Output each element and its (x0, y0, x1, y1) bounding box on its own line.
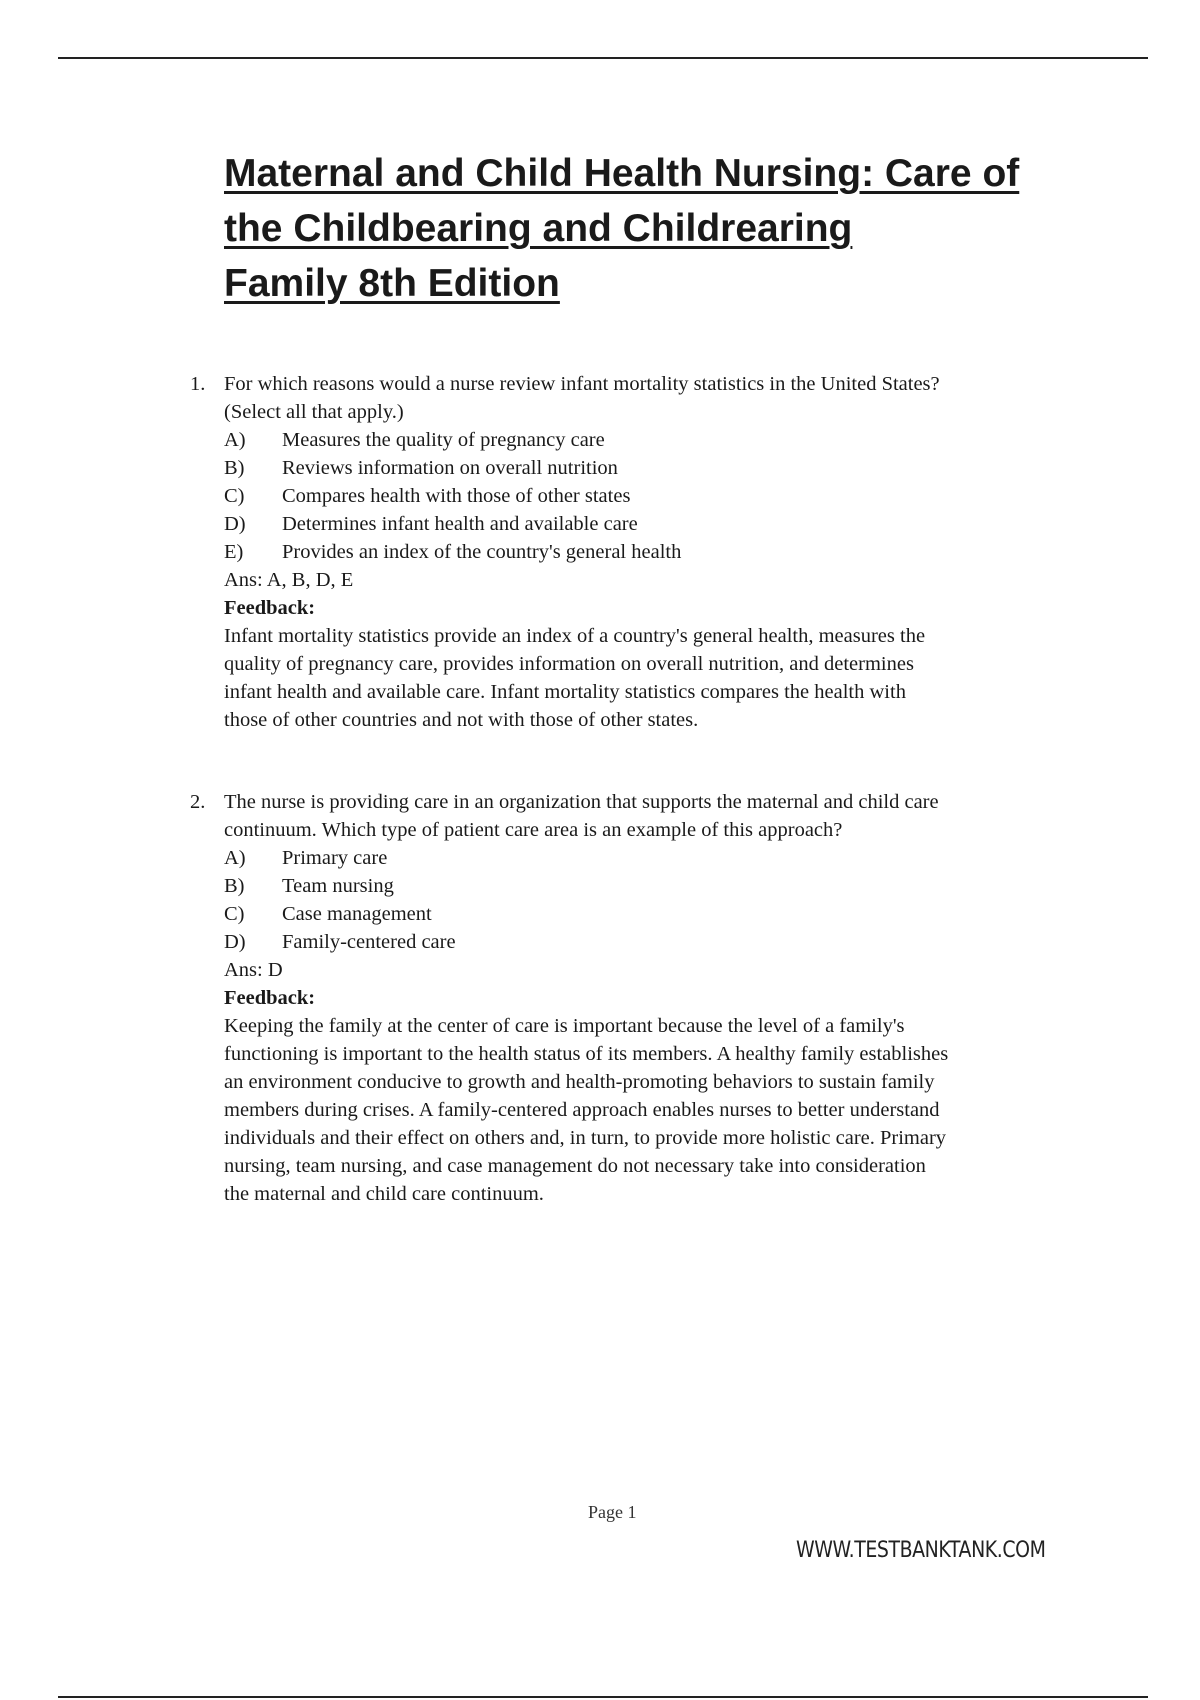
feedback-text: an environment conducive to growth and health-promoting behaviors to sustain family (224, 1071, 935, 1093)
option-letter: A) (224, 847, 246, 869)
answer-option (224, 872, 1090, 900)
page-number: Page 1 (588, 1502, 637, 1522)
option-text: Team nursing (282, 875, 394, 897)
answer-option (224, 844, 1090, 872)
feedback-text: the maternal and child care continuum. (224, 1183, 544, 1205)
title-line: Family 8th Edition (224, 262, 560, 305)
question-number: 2. (190, 791, 206, 813)
question-stem: (Select all that apply.) (224, 401, 404, 423)
answer-option (224, 928, 1090, 956)
feedback-text: members during crises. A family-centered approach enables nurses to better understand (224, 1099, 940, 1121)
feedback-text: Infant mortality statistics provide an index of a country's general health, measures the (224, 625, 926, 647)
question-stem: continuum. Which type of patient care area is an example of this approach? (224, 819, 843, 841)
feedback-text: nursing, team nursing, and case management do not necessary take into consideration (224, 1155, 926, 1177)
option-text: Case management (282, 903, 432, 925)
top-rule (58, 57, 1148, 59)
option-letter: D) (224, 931, 246, 953)
option-letter: A) (224, 429, 246, 451)
title-line: Maternal and Child Health Nursing: Care of (224, 152, 1020, 195)
answer-option (224, 482, 1090, 510)
title-line: the Childbearing and Childrearing (224, 207, 853, 250)
answer-option (224, 454, 1090, 482)
feedback-text: individuals and their effect on others and, in turn, to provide more holistic care. Primary (224, 1127, 947, 1149)
answer-key: Ans: D (224, 959, 283, 981)
answer-option (224, 900, 1090, 928)
answer-option (224, 510, 1090, 538)
question-body (224, 788, 1090, 1208)
option-letter: C) (224, 903, 245, 925)
answer-key: Ans: A, B, D, E (224, 569, 354, 591)
option-text: Provides an index of the country's general health (282, 541, 682, 563)
question-1 (190, 370, 1090, 734)
question-2 (190, 788, 1090, 1208)
feedback-text: quality of pregnancy care, provides information on overall nutrition, and determines (224, 653, 914, 675)
answer-option (224, 426, 1090, 454)
question-stem: For which reasons would a nurse review infant mortality statistics in the United States? (224, 373, 940, 395)
option-text: Measures the quality of pregnancy care (282, 429, 605, 451)
question-number: 1. (190, 373, 206, 395)
option-text: Reviews information on overall nutrition (282, 457, 618, 479)
feedback-text: infant health and available care. Infant mortality statistics compares the health with (224, 681, 906, 703)
option-letter: D) (224, 513, 246, 535)
question-body (224, 370, 1090, 734)
answer-option (224, 538, 1090, 566)
feedback-text: functioning is important to the health status of its members. A healthy family establishes (224, 1043, 949, 1065)
feedback-text: Keeping the family at the center of care is important because the level of a family's (224, 1015, 905, 1037)
feedback-label: Feedback: (224, 987, 316, 1009)
feedback-text: those of other countries and not with those of other states. (224, 709, 699, 731)
document-title (224, 146, 1124, 311)
watermark-site: WWW.TESTBANKTANK.COM (796, 1538, 1046, 1563)
bottom-rule (58, 1696, 1148, 1698)
option-text: Family-centered care (282, 931, 456, 953)
option-text: Primary care (282, 847, 388, 869)
option-letter: B) (224, 875, 245, 897)
option-letter: B) (224, 457, 245, 479)
option-text: Compares health with those of other states (282, 485, 631, 507)
option-letter: E) (224, 541, 244, 563)
option-text: Determines infant health and available care (282, 513, 638, 535)
feedback-label: Feedback: (224, 597, 316, 619)
question-stem: The nurse is providing care in an organization that supports the maternal and child care (224, 791, 939, 813)
option-letter: C) (224, 485, 245, 507)
